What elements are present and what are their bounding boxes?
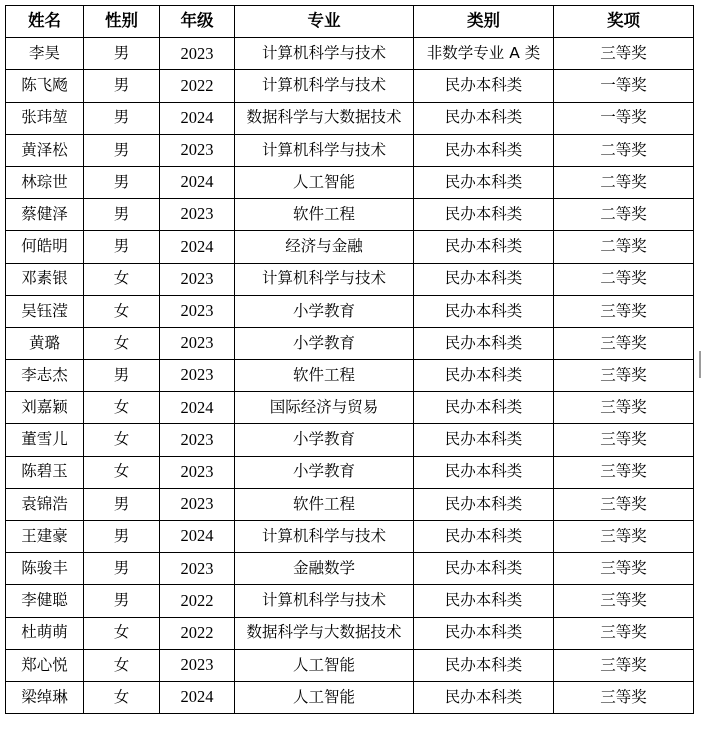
- cell-name: 杜萌萌: [6, 617, 84, 649]
- table-body: [6, 38, 694, 714]
- cell-award: 一等奖: [554, 70, 694, 102]
- cell-category: 民办本科类: [414, 456, 554, 488]
- cell-award: 三等奖: [554, 295, 694, 327]
- cell-name: 黄璐: [6, 327, 84, 359]
- cell-major: 人工智能: [235, 166, 414, 198]
- cell-award: 一等奖: [554, 102, 694, 134]
- table-row: [6, 553, 694, 585]
- cell-gender: 男: [84, 553, 160, 585]
- cell-grade: 2023: [160, 38, 235, 70]
- cell-category: 民办本科类: [414, 231, 554, 263]
- table-row: [6, 649, 694, 681]
- cell-major: 计算机科学与技术: [235, 70, 414, 102]
- cell-major: 小学教育: [235, 456, 414, 488]
- table-row: [6, 488, 694, 520]
- table-row: [6, 617, 694, 649]
- cell-grade: 2024: [160, 681, 235, 713]
- cell-gender: 女: [84, 263, 160, 295]
- header-row: [6, 6, 694, 38]
- cell-category: 民办本科类: [414, 360, 554, 392]
- table-row: [6, 134, 694, 166]
- cell-name: 何皓明: [6, 231, 84, 263]
- cell-major: 计算机科学与技术: [235, 134, 414, 166]
- cell-grade: 2023: [160, 456, 235, 488]
- cell-gender: 女: [84, 327, 160, 359]
- cell-grade: 2022: [160, 70, 235, 102]
- cell-major: 计算机科学与技术: [235, 38, 414, 70]
- table-row: [6, 70, 694, 102]
- table-row: [6, 38, 694, 70]
- cell-major: 人工智能: [235, 649, 414, 681]
- cell-gender: 女: [84, 392, 160, 424]
- table-row: [6, 585, 694, 617]
- cell-gender: 女: [84, 649, 160, 681]
- award-winners-table: [5, 5, 694, 714]
- cell-award: 三等奖: [554, 649, 694, 681]
- cell-major: 金融数学: [235, 553, 414, 585]
- header-gender: 性别: [84, 6, 160, 38]
- cell-award: 三等奖: [554, 521, 694, 553]
- cell-name: 陈碧玉: [6, 456, 84, 488]
- table-row: [6, 327, 694, 359]
- cell-name: 黄泽松: [6, 134, 84, 166]
- cell-category: 民办本科类: [414, 649, 554, 681]
- cell-major: 人工智能: [235, 681, 414, 713]
- cell-gender: 男: [84, 70, 160, 102]
- table-row: [6, 424, 694, 456]
- cell-gender: 女: [84, 424, 160, 456]
- cell-grade: 2023: [160, 424, 235, 456]
- cell-gender: 男: [84, 521, 160, 553]
- cell-award: 三等奖: [554, 424, 694, 456]
- cell-category: 民办本科类: [414, 70, 554, 102]
- cell-name: 陈飞飏: [6, 70, 84, 102]
- cell-category: 非数学专业 A 类: [414, 38, 554, 70]
- cell-gender: 男: [84, 38, 160, 70]
- cell-category: 民办本科类: [414, 392, 554, 424]
- cell-name: 袁锦浩: [6, 488, 84, 520]
- table-row: [6, 166, 694, 198]
- cell-name: 邓素银: [6, 263, 84, 295]
- cell-grade: 2023: [160, 327, 235, 359]
- cell-name: 林琮世: [6, 166, 84, 198]
- cell-category: 民办本科类: [414, 263, 554, 295]
- cell-grade: 2023: [160, 199, 235, 231]
- cell-major: 软件工程: [235, 488, 414, 520]
- cell-award: 二等奖: [554, 231, 694, 263]
- cell-category: 民办本科类: [414, 681, 554, 713]
- cell-major: 数据科学与大数据技术: [235, 102, 414, 134]
- cell-category: 民办本科类: [414, 199, 554, 231]
- cell-award: 三等奖: [554, 38, 694, 70]
- cell-major: 小学教育: [235, 295, 414, 327]
- cell-grade: 2023: [160, 263, 235, 295]
- cell-name: 郑心悦: [6, 649, 84, 681]
- cell-award: 三等奖: [554, 681, 694, 713]
- table-row: [6, 360, 694, 392]
- table-row: [6, 102, 694, 134]
- cell-name: 吴钰滢: [6, 295, 84, 327]
- cell-name: 刘嘉颖: [6, 392, 84, 424]
- cell-grade: 2024: [160, 231, 235, 263]
- cell-gender: 男: [84, 102, 160, 134]
- cell-major: 软件工程: [235, 360, 414, 392]
- cell-grade: 2024: [160, 166, 235, 198]
- cell-major: 数据科学与大数据技术: [235, 617, 414, 649]
- cell-major: 小学教育: [235, 327, 414, 359]
- cell-name: 李昊: [6, 38, 84, 70]
- cell-major: 计算机科学与技术: [235, 585, 414, 617]
- cell-gender: 男: [84, 585, 160, 617]
- cell-grade: 2024: [160, 392, 235, 424]
- header-name: 姓名: [6, 6, 84, 38]
- cell-gender: 男: [84, 134, 160, 166]
- cell-grade: 2023: [160, 295, 235, 327]
- table-row: [6, 456, 694, 488]
- table-row: [6, 295, 694, 327]
- cell-award: 三等奖: [554, 488, 694, 520]
- cell-award: 二等奖: [554, 263, 694, 295]
- cell-name: 梁绰琳: [6, 681, 84, 713]
- cell-grade: 2024: [160, 521, 235, 553]
- cell-name: 王建豪: [6, 521, 84, 553]
- cell-major: 软件工程: [235, 199, 414, 231]
- cell-category: 民办本科类: [414, 134, 554, 166]
- cell-major: 小学教育: [235, 424, 414, 456]
- cell-major: 经济与金融: [235, 231, 414, 263]
- cell-grade: 2023: [160, 649, 235, 681]
- table-row: [6, 392, 694, 424]
- cell-name: 董雪儿: [6, 424, 84, 456]
- cell-gender: 男: [84, 231, 160, 263]
- cell-grade: 2023: [160, 553, 235, 585]
- header-category: 类别: [414, 6, 554, 38]
- header-grade: 年级: [160, 6, 235, 38]
- header-award: 奖项: [554, 6, 694, 38]
- cell-gender: 男: [84, 360, 160, 392]
- cell-gender: 女: [84, 681, 160, 713]
- cell-major: 国际经济与贸易: [235, 392, 414, 424]
- cell-gender: 女: [84, 295, 160, 327]
- cell-award: 三等奖: [554, 360, 694, 392]
- table-row: [6, 681, 694, 713]
- cell-category: 民办本科类: [414, 102, 554, 134]
- cell-category: 民办本科类: [414, 617, 554, 649]
- cell-name: 陈骏丰: [6, 553, 84, 585]
- cell-gender: 男: [84, 166, 160, 198]
- cell-grade: 2024: [160, 102, 235, 134]
- cell-category: 民办本科类: [414, 585, 554, 617]
- cell-award: 三等奖: [554, 553, 694, 585]
- cell-gender: 男: [84, 488, 160, 520]
- cell-name: 李健聪: [6, 585, 84, 617]
- cell-grade: 2023: [160, 134, 235, 166]
- cell-major: 计算机科学与技术: [235, 263, 414, 295]
- cell-gender: 男: [84, 199, 160, 231]
- cell-grade: 2022: [160, 617, 235, 649]
- table-row: [6, 199, 694, 231]
- cell-award: 二等奖: [554, 199, 694, 231]
- table-row: [6, 231, 694, 263]
- cell-gender: 女: [84, 456, 160, 488]
- table-row: [6, 263, 694, 295]
- cell-gender: 女: [84, 617, 160, 649]
- cell-award: 二等奖: [554, 134, 694, 166]
- cell-category: 民办本科类: [414, 424, 554, 456]
- cell-major: 计算机科学与技术: [235, 521, 414, 553]
- cell-category: 民办本科类: [414, 295, 554, 327]
- cell-name: 张玮堃: [6, 102, 84, 134]
- cell-category: 民办本科类: [414, 488, 554, 520]
- cell-name: 李志杰: [6, 360, 84, 392]
- table-row: [6, 521, 694, 553]
- header-major: 专业: [235, 6, 414, 38]
- cell-grade: 2023: [160, 360, 235, 392]
- cell-award: 三等奖: [554, 456, 694, 488]
- cell-award: 二等奖: [554, 166, 694, 198]
- cell-category: 民办本科类: [414, 521, 554, 553]
- cell-category: 民办本科类: [414, 553, 554, 585]
- cell-category: 民办本科类: [414, 327, 554, 359]
- cell-award: 三等奖: [554, 392, 694, 424]
- cell-award: 三等奖: [554, 327, 694, 359]
- cell-award: 三等奖: [554, 585, 694, 617]
- cell-grade: 2022: [160, 585, 235, 617]
- cell-name: 蔡健泽: [6, 199, 84, 231]
- cell-grade: 2023: [160, 488, 235, 520]
- cell-award: 三等奖: [554, 617, 694, 649]
- cell-category: 民办本科类: [414, 166, 554, 198]
